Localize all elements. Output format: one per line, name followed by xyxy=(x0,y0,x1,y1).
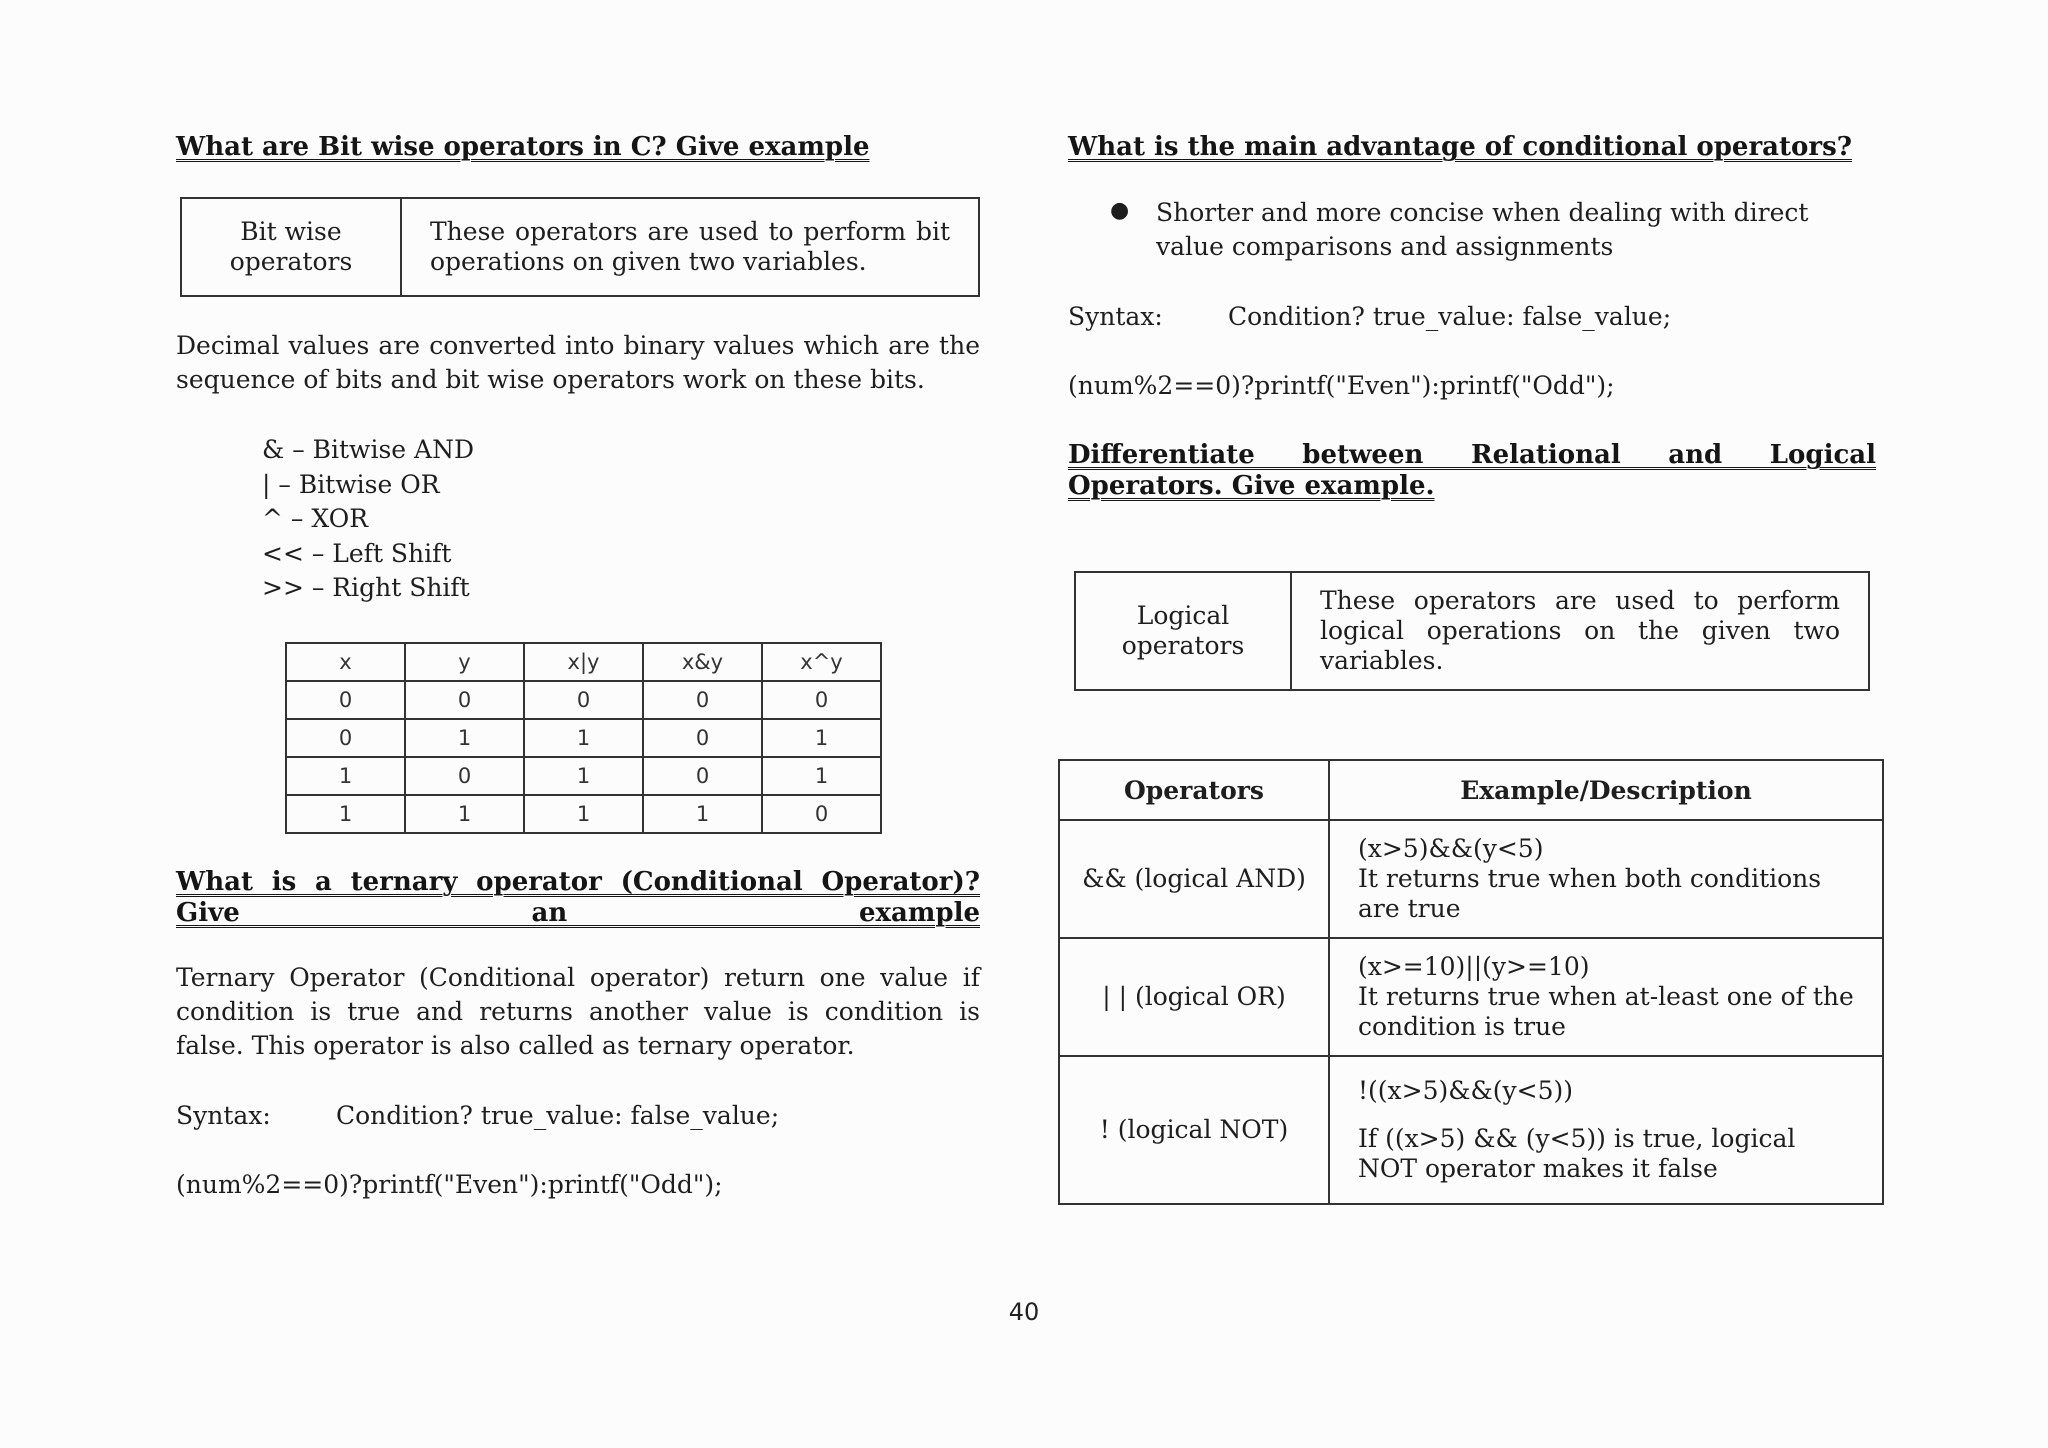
ops-cell-example xyxy=(1329,938,1883,1056)
truth-cell: 0 xyxy=(405,681,524,719)
ops-cell-operator: && (logical AND) xyxy=(1059,820,1329,938)
truth-cell: 0 xyxy=(762,681,881,719)
ops-cell-operator: ! (logical NOT) xyxy=(1059,1056,1329,1204)
operator-or: | – Bitwise OR xyxy=(262,469,440,499)
truth-cell: 0 xyxy=(643,681,762,719)
operator-xor: ^ – XOR xyxy=(262,504,369,533)
truth-cell: 0 xyxy=(524,681,643,719)
truth-cell: 1 xyxy=(762,757,881,795)
truth-cell: 1 xyxy=(405,719,524,757)
ops-cell-example xyxy=(1329,1056,1883,1204)
truth-cell: 1 xyxy=(405,795,524,833)
ops-table-row xyxy=(1059,938,1883,1056)
truth-cell: 0 xyxy=(762,795,881,833)
relational-heading: Differentiate between Relational and Logical Operators. Give example. xyxy=(1068,440,1876,501)
truth-cell: 1 xyxy=(524,795,643,833)
truth-cell: 1 xyxy=(286,795,405,833)
ops-table-header xyxy=(1059,760,1883,820)
truth-cell: 0 xyxy=(643,719,762,757)
logical-operators-table xyxy=(1058,759,1884,1205)
bitwise-paragraph: Decimal values are converted into binary values which are the sequence of bits and bit wise operators work on these bits. xyxy=(176,331,980,394)
conditional-heading: What is the main advantage of conditional operators? xyxy=(1068,132,1852,162)
ops-table-row xyxy=(1059,820,1883,938)
ternary-example: (num%2==0)?printf("Even"):printf("Odd"); xyxy=(176,1170,723,1199)
truth-cell: 1 xyxy=(524,757,643,795)
syntax-value: Condition? true_value: false_value; xyxy=(1228,302,1672,331)
truth-header-cell: x^y xyxy=(762,643,881,681)
ternary-heading: What is a ternary operator (Conditional Operator)? Give an example xyxy=(176,867,980,928)
conditional-example: (num%2==0)?printf("Even"):printf("Odd"); xyxy=(1068,371,1615,400)
ops-table-row xyxy=(1059,1056,1883,1204)
ops-example-code: (x>=10)||(y>=10) xyxy=(1358,952,1590,981)
operator-left-shift: << – Left Shift xyxy=(262,538,452,568)
truth-table-row xyxy=(286,681,881,719)
truth-cell: 1 xyxy=(286,757,405,795)
syntax-label: Syntax: xyxy=(1068,302,1163,331)
ternary-paragraph: Ternary Operator (Conditional operator) return one value if condition is true and returns another value is condition is false. This operator is also called as ternary operator. xyxy=(176,963,980,1060)
truth-cell: 0 xyxy=(643,757,762,795)
logical-definition-table xyxy=(1074,571,1870,691)
truth-cell: 0 xyxy=(405,757,524,795)
operator-and: & – Bitwise AND xyxy=(262,435,474,464)
truth-cell: 0 xyxy=(286,681,405,719)
truth-header-cell: x xyxy=(286,643,405,681)
ops-header-example: Example/Description xyxy=(1329,760,1883,820)
bitwise-operator-list xyxy=(262,433,474,606)
truth-table xyxy=(285,642,882,834)
ops-example-code: !((x>5)&&(y<5)) xyxy=(1358,1076,1574,1105)
truth-table-header xyxy=(286,643,881,681)
truth-header-cell: x|y xyxy=(524,643,643,681)
ops-example-desc: It returns true when at-least one of the condition is true xyxy=(1358,982,1854,1041)
page-number: 40 xyxy=(1008,1298,1040,1326)
ops-cell-operator: | | (logical OR) xyxy=(1059,938,1329,1056)
truth-cell: 1 xyxy=(762,719,881,757)
ternary-syntax xyxy=(176,1099,980,1133)
syntax-value: Condition? true_value: false_value; xyxy=(336,1101,780,1130)
truth-cell: 1 xyxy=(643,795,762,833)
truth-cell: 0 xyxy=(286,719,405,757)
truth-table-row xyxy=(286,757,881,795)
ops-example-desc: It returns true when both conditions are true xyxy=(1358,864,1822,923)
bitwise-def-term: Bit wise operators xyxy=(181,198,401,296)
ops-example-desc: If ((x>5) && (y<5)) is true, logical NOT operator makes it false xyxy=(1358,1124,1796,1183)
logical-def-desc: These operators are used to perform logical operations on the given two variables. xyxy=(1291,572,1869,690)
truth-header-cell: y xyxy=(405,643,524,681)
syntax-label: Syntax: xyxy=(176,1101,271,1130)
bitwise-heading: What are Bit wise operators in C? Give example xyxy=(176,132,870,162)
truth-table-row xyxy=(286,719,881,757)
bullet-icon: ● xyxy=(1110,198,1130,223)
truth-header-cell: x&y xyxy=(643,643,762,681)
operator-right-shift: >> – Right Shift xyxy=(262,573,470,602)
truth-cell: 1 xyxy=(524,719,643,757)
ops-header-operators: Operators xyxy=(1059,760,1329,820)
bitwise-def-desc: These operators are used to perform bit operations on given two variables. xyxy=(401,198,979,296)
logical-def-term: Logical operators xyxy=(1075,572,1291,690)
conditional-syntax xyxy=(1068,300,1876,334)
ops-cell-example xyxy=(1329,820,1883,938)
bitwise-definition-table xyxy=(180,197,980,297)
ops-example-code: (x>5)&&(y<5) xyxy=(1358,834,1544,863)
conditional-bullet-text: Shorter and more concise when dealing with direct value comparisons and assignments xyxy=(1156,198,1809,261)
truth-table-row xyxy=(286,795,881,833)
